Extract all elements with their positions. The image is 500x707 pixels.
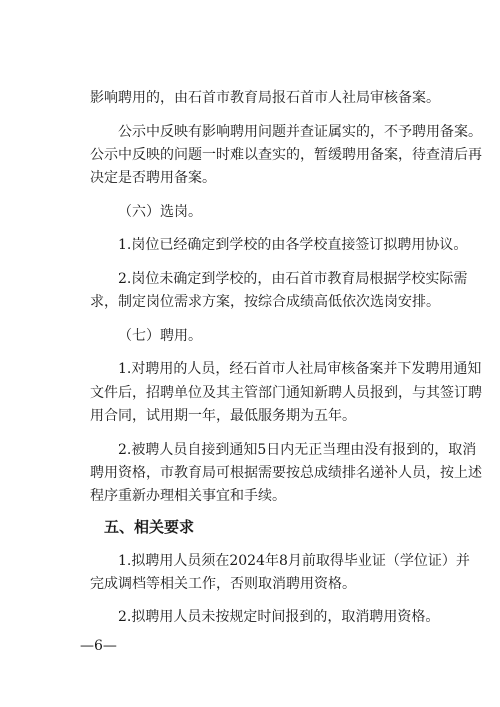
paragraph-line: 影响聘用的，由石首市教育局报石首市人社局审核备案。 <box>90 90 440 106</box>
paragraph-line: 2.被聘人员自接到通知5日内无正当理由没有报到的，取消 <box>118 442 477 458</box>
paragraph-line: 完成调档等相关工作，否则取消聘用资格。 <box>90 576 356 592</box>
paragraph-line: 聘用资格，市教育局可根据需要按总成绩排名递补人员，按上述 <box>90 465 482 481</box>
paragraph-line: 1.岗位已经确定到学校的由各学校直接签订拟聘用协议。 <box>118 237 468 253</box>
paragraph-line: 公示中反映有影响聘用问题并查证属实的，不予聘用备案。 <box>118 124 482 140</box>
paragraph-line: 2.拟聘用人员未按规定时间报到的，取消聘用资格。 <box>118 609 440 625</box>
paragraph-line: 1.对聘用的人员，经石首市人社局审核备案并下发聘用通知 <box>118 361 482 377</box>
paragraph-line: 求，制定岗位需求方案，按综合成绩高低依次选岗安排。 <box>90 294 440 310</box>
section-subheading: （七）聘用。 <box>118 328 202 344</box>
paragraph-line: 1.拟聘用人员须在2024年8月前取得毕业证（学位证）并 <box>118 553 470 569</box>
paragraph-line: 用合同，试用期一年，最低服务期为五年。 <box>90 408 356 424</box>
page-number: —6— <box>80 638 117 654</box>
paragraph-line: 程序重新办理相关事宜和手续。 <box>90 488 286 504</box>
paragraph-line: 文件后，招聘单位及其主管部门通知新聘人员报到，与其签订聘 <box>90 385 482 401</box>
paragraph-line: 2.岗位未确定到学校的，由石首市教育局根据学校实际需 <box>118 271 468 287</box>
paragraph-line: 公示中反映的问题一时难以查实的，暂缓聘用备案，待查清后再 <box>90 147 482 163</box>
section-heading: 五、相关要求 <box>104 518 195 536</box>
section-subheading: （六）选岗。 <box>118 204 202 220</box>
paragraph-line: 决定是否聘用备案。 <box>90 170 216 186</box>
